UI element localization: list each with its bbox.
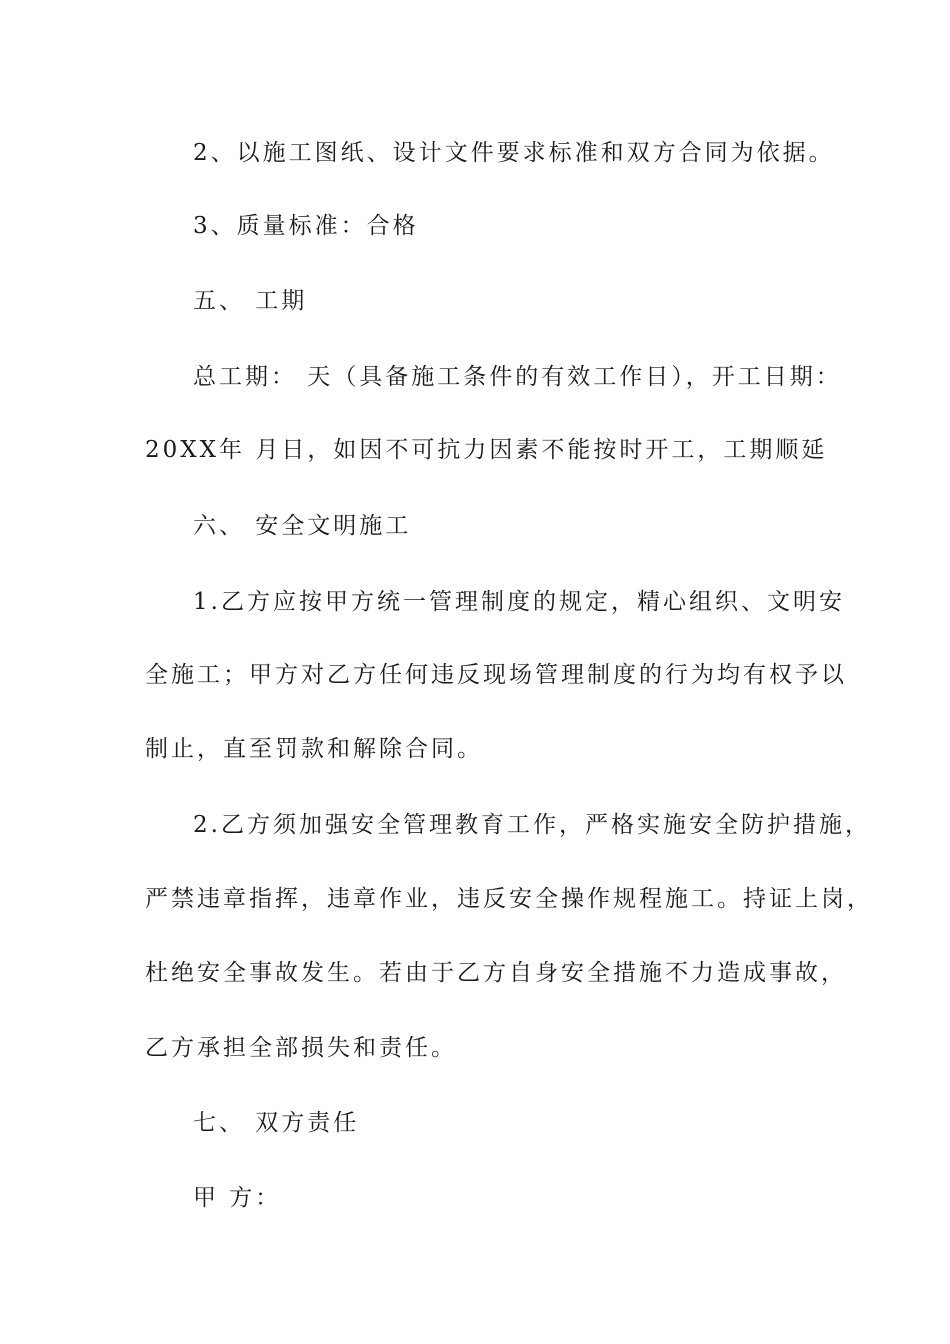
section-heading-schedule: 五、 工期 <box>193 288 308 314</box>
paragraph-line: 1.乙方应按甲方统一管理制度的规定，精心组织、文明安 <box>193 589 845 615</box>
paragraph-line: 2.乙方须加强安全管理教育工作，严格实施安全防护措施， <box>193 812 871 838</box>
paragraph-line: 全施工；甲方对乙方任何违反现场管理制度的行为均有权予以 <box>145 662 847 688</box>
quality-standard: 3、质量标准：合格 <box>193 213 419 239</box>
clause-text: 2、以施工图纸、设计文件要求标准和双方合同为依据。 <box>193 140 835 166</box>
paragraph-line: 总工期： 天（具备施工条件的有效工作日），开工日期： <box>193 364 842 390</box>
paragraph-line: 20XX年 月日，如因不可抗力因素不能按时开工，工期顺延 <box>145 437 828 463</box>
party-a-label: 甲 方： <box>193 1185 282 1211</box>
paragraph-line: 杜绝安全事故发生。若由于乙方自身安全措施不力造成事故， <box>145 960 847 986</box>
section-heading-safety: 六、 安全文明施工 <box>193 513 412 539</box>
paragraph-line: 制止，直至罚款和解除合同。 <box>145 736 483 762</box>
paragraph-line: 乙方承担全部损失和责任。 <box>145 1035 457 1061</box>
paragraph-line: 严禁违章指挥，违章作业，违反安全操作规程施工。持证上岗， <box>145 886 873 912</box>
section-heading-responsibilities: 七、 双方责任 <box>193 1110 360 1136</box>
